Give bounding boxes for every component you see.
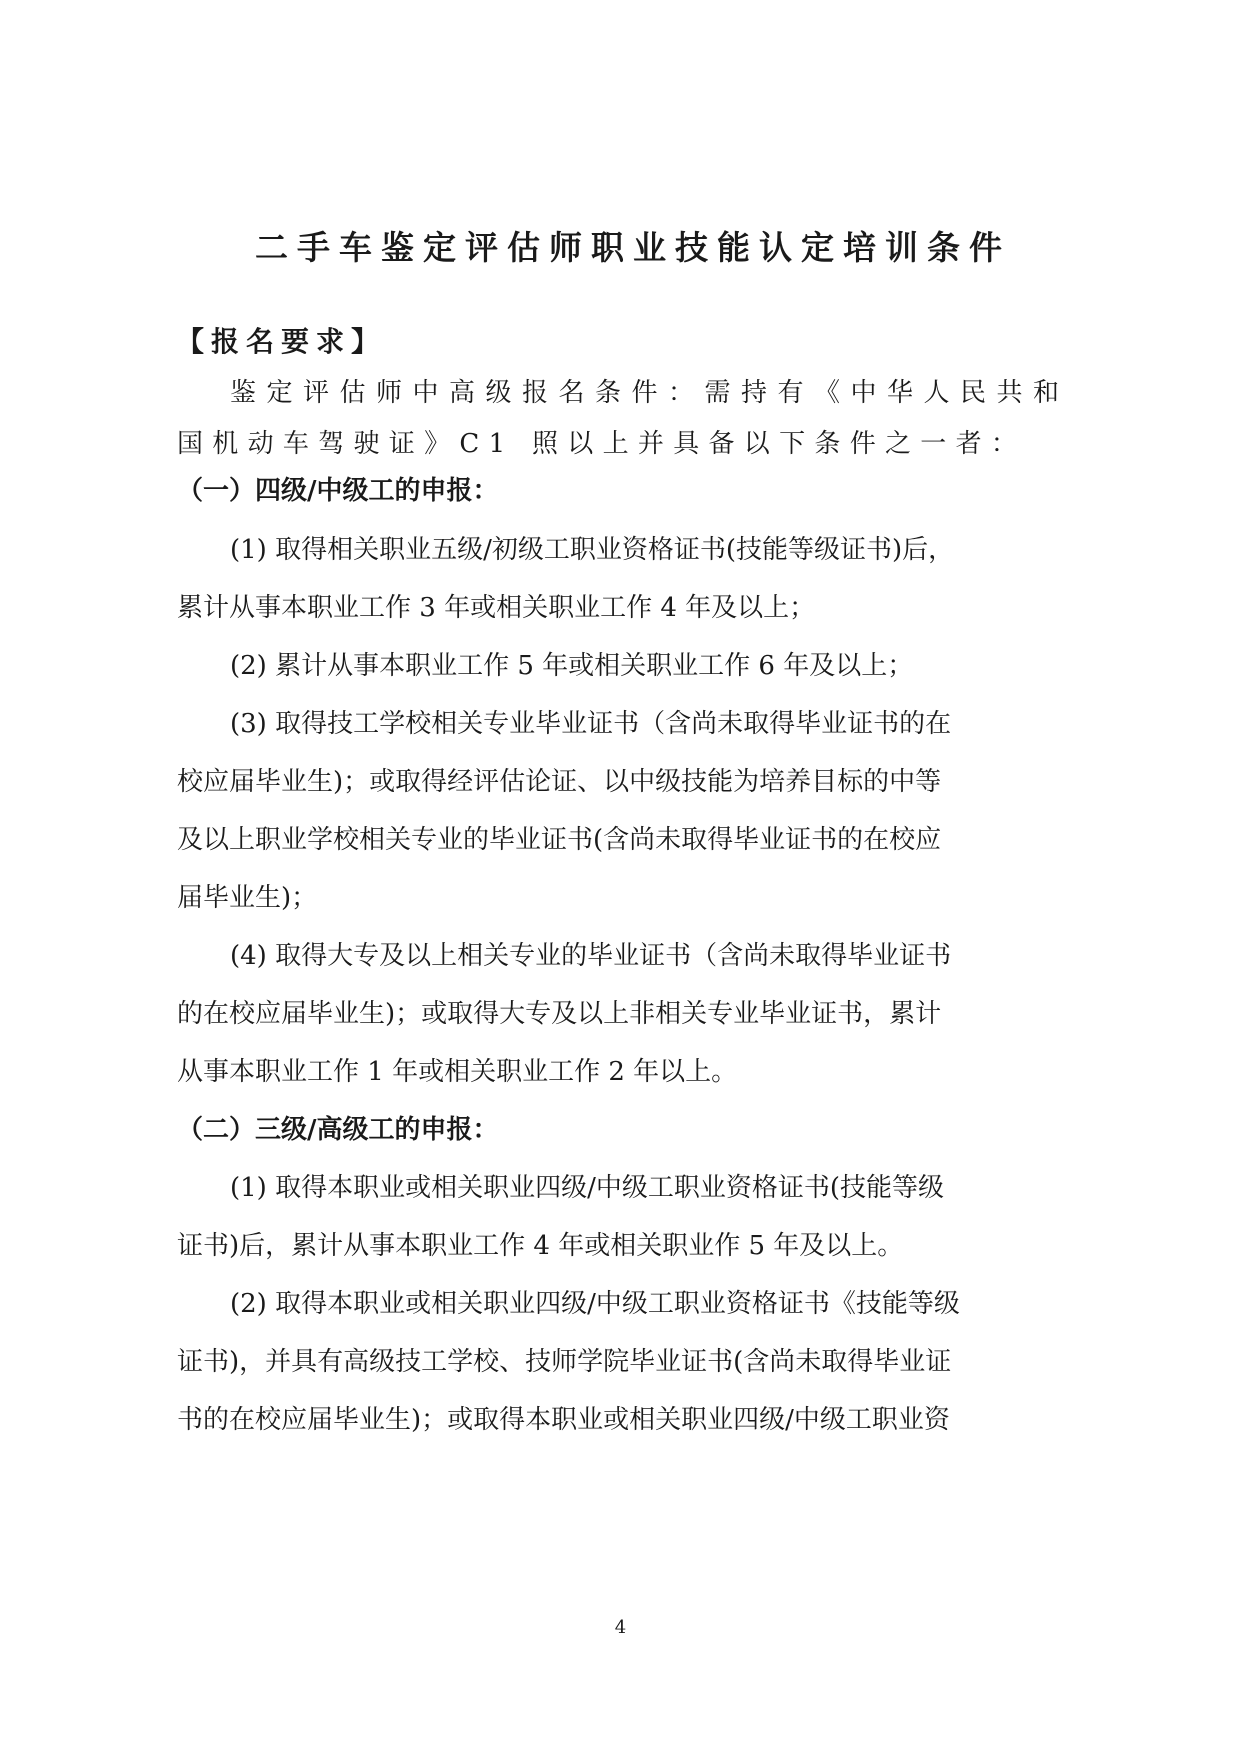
part1-item1-line2: 累计从事本职业工作 3 年或相关职业工作 4 年及以上；: [177, 593, 816, 623]
part1-item1-line1: (1) 取得相关职业五级/初级工职业资格证书(技能等级证书)后，: [230, 535, 955, 565]
part1-item4-line2: 的在校应届毕业生)；或取得大专及以上非相关专业毕业证书，累计: [177, 999, 942, 1029]
part2-item2-line3: 书的在校应届毕业生)；或取得本职业或相关职业四级/中级工职业资: [177, 1405, 950, 1435]
document-title: 二手车鉴定评估师职业技能认定培训条件: [255, 228, 1011, 267]
part1-item4-line1: (4) 取得大专及以上相关专业的毕业证书（含尚未取得毕业证书: [230, 941, 952, 971]
part1-item4-line3: 从事本职业工作 1 年或相关职业工作 2 年以上。: [177, 1057, 738, 1087]
part2-item2-line2: 证书)，并具有高级技工学校、技师学院毕业证书(含尚未取得毕业证: [177, 1347, 952, 1377]
part1-item3-line3: 及以上职业学校相关专业的毕业证书(含尚未取得毕业证书的在校应: [177, 825, 942, 855]
part1-item3-line2: 校应届毕业生)；或取得经评估论证、以中级技能为培养目标的中等: [177, 767, 942, 797]
part2-heading: （二）三级/高级工的申报：: [177, 1115, 499, 1145]
part1-item3-line4: 届毕业生)；: [177, 883, 318, 913]
part2-item2-line1: (2) 取得本职业或相关职业四级/中级工职业资格证书《技能等级: [230, 1289, 960, 1319]
section-header: 【报名要求】: [176, 325, 387, 358]
intro-line-2: 国机动车驾驶证》C1 照以上并具备以下条件之一者：: [177, 429, 1027, 459]
part2-item1-line1: (1) 取得本职业或相关职业四级/中级工职业资格证书(技能等级: [230, 1173, 944, 1203]
part1-item2-line1: (2) 累计从事本职业工作 5 年或相关职业工作 6 年及以上；: [230, 651, 914, 681]
intro-line-1: 鉴定评估师中高级报名条件：需持有《中华人民共和: [230, 378, 1070, 408]
part2-item1-line2: 证书)后，累计从事本职业工作 4 年或相关职业作 5 年及以上。: [177, 1231, 904, 1261]
part1-heading: （一）四级/中级工的申报：: [177, 476, 499, 506]
part1-item3-line1: (3) 取得技工学校相关专业毕业证书（含尚未取得毕业证书的在: [230, 709, 952, 739]
page-number: 4: [614, 1617, 627, 1638]
